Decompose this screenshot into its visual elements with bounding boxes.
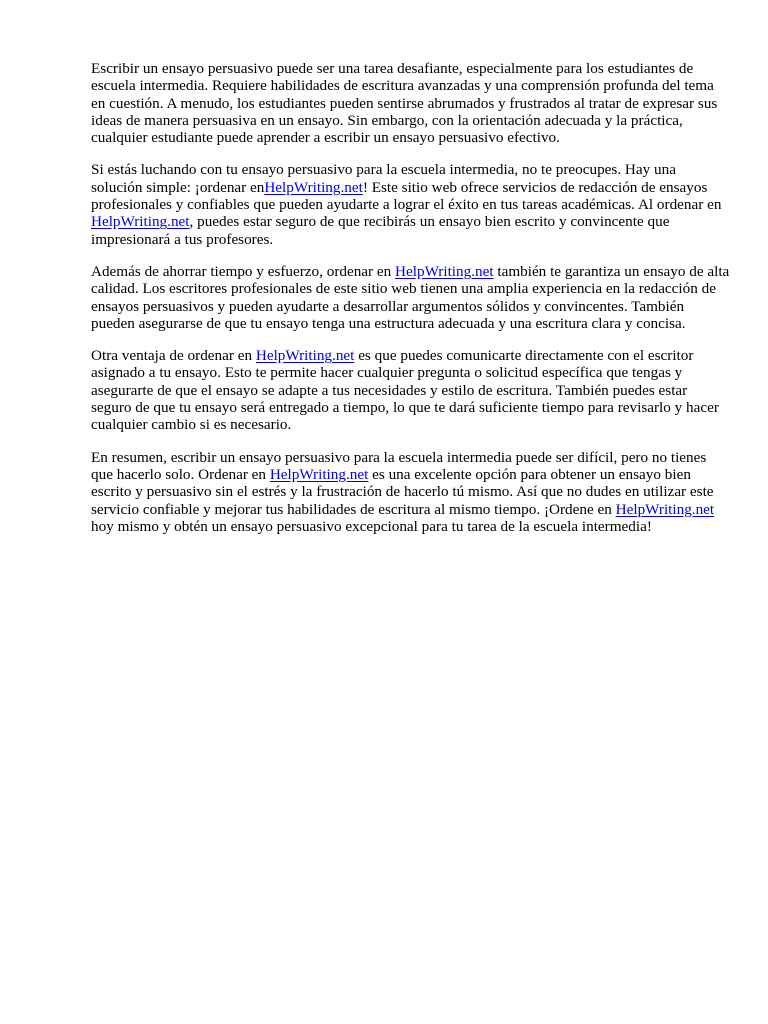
- paragraph-2: [91, 161, 731, 247]
- paragraph-3: [91, 263, 731, 332]
- helpwriting-link[interactable]: HelpWriting.net: [264, 178, 363, 196]
- helpwriting-link[interactable]: HelpWriting.net: [615, 500, 715, 518]
- paragraph-text: Además de ahorrar tiempo y esfuerzo, ordenar en: [91, 262, 396, 280]
- paragraph-text: es que puedes comunicarte directamente con el escritor asignado a tu ensayo. Esto te permite hacer cualquier pregunta o solicitud específica que tengas y asegurarte de que el ensayo se adapte a tus necesidades y estilo de escritura. También puedes estar seguro de que tu ensayo será entregado a tiempo, lo que te dará suficiente tiempo para revisarlo y hacer cualquier cambio si es necesario.: [91, 347, 719, 434]
- helpwriting-link[interactable]: HelpWriting.net: [269, 465, 369, 483]
- document-body: [91, 60, 731, 550]
- paragraph-text: , puedes estar seguro de que recibirás un ensayo bien escrito y convincente que impresionará a tus profesores.: [91, 213, 670, 248]
- helpwriting-link[interactable]: HelpWriting.net: [255, 347, 355, 365]
- paragraph-text: Si estás luchando con tu ensayo persuasivo para la escuela intermedia, no te preocupes. Hay una solución simple: ¡ordenar en: [91, 161, 676, 196]
- paragraph-1: [91, 60, 731, 146]
- paragraph-5: [91, 449, 731, 535]
- paragraph-4: [91, 347, 731, 433]
- paragraph-text: En resumen, escribir un ensayo persuasivo para la escuela intermedia puede ser difícil, pero no tienes que hacerlo solo. Ordenar en: [91, 448, 707, 483]
- helpwriting-link[interactable]: HelpWriting.net: [91, 213, 190, 231]
- paragraph-text: también te garantiza un ensayo de alta calidad. Los escritores profesionales de este sitio web tienen una amplia experiencia en la redacción de ensayos persuasivos y pueden ayudarte a desarrollar argumentos sólidos y convincentes. También pueden asegurarse de que tu ensayo tenga una estructura adecuada y una escritura clara y concisa.: [91, 262, 730, 332]
- paragraph-text: es una excelente opción para obtener un ensayo bien escrito y persuasivo sin el estrés y la frustración de hacerlo tú mismo. Así que no dudes en utilizar este servicio confiable y mejorar tus habilidades de escritura al mismo tiempo. ¡Ordene en: [91, 465, 714, 518]
- helpwriting-link[interactable]: HelpWriting.net: [395, 262, 494, 280]
- paragraph-text: Escribir un ensayo persuasivo puede ser una tarea desafiante, especialmente para los estudiantes de escuela intermedia. Requiere habilidades de escritura avanzadas y una comprensión profunda del tema en cuestión. A menudo, los estudiantes pueden sentirse abrumados y frustrados al tratar de expresar sus ideas de manera persuasiva en un ensayo. Sin embargo, con la orientación adecuada y la práctica, cualquier estudiante puede aprender a escribir un ensayo persuasivo efectivo.: [91, 60, 718, 147]
- paragraph-text: Otra ventaja de ordenar en: [91, 347, 256, 365]
- paragraph-text: hoy mismo y obtén un ensayo persuasivo excepcional para tu tarea de la escuela intermedia!: [91, 517, 652, 535]
- paragraph-text: ! Este sitio web ofrece servicios de redacción de ensayos profesionales y confiables que pueden ayudarte a lograr el éxito en tus tareas académicas. Al ordenar en: [91, 178, 722, 214]
